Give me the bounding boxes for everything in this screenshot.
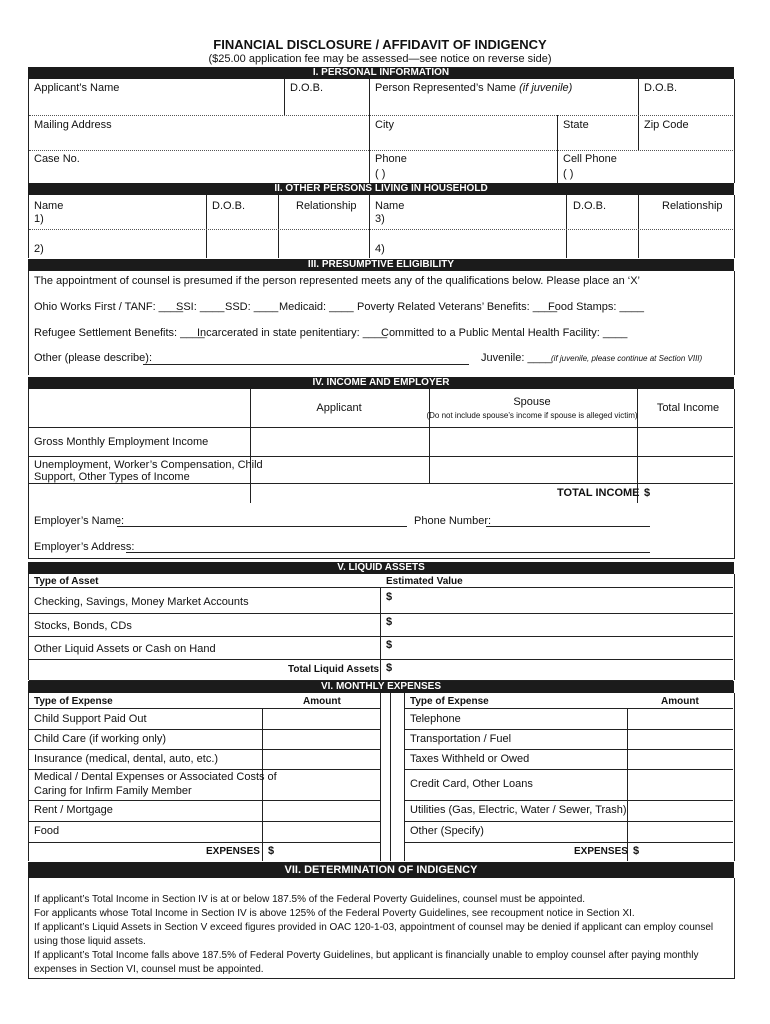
expense-transportation: Transportation / Fuel <box>410 733 512 745</box>
gross-income-label: Gross Monthly Employment Income <box>34 436 209 448</box>
asset-row-other: Other Liquid Assets or Cash on Hand <box>34 643 216 655</box>
gross-spouse-field[interactable] <box>430 428 636 455</box>
expenses-dollar-right: $ <box>633 845 640 857</box>
income-spouse-note: (Do not include spouse’s income if spouse is alleged victim) <box>426 411 638 420</box>
total-income-label: TOTAL INCOME <box>557 487 640 499</box>
eligibility-ssi[interactable]: SSI: ____ <box>176 301 225 313</box>
eligibility-intro: The appointment of counsel is presumed if the person represented meets any of the qualifications below. Please place an ‘X’ <box>34 275 640 287</box>
gross-applicant-field[interactable] <box>251 428 428 455</box>
expense-other: Other (Specify) <box>410 825 484 837</box>
household-name-4-field[interactable] <box>389 236 564 256</box>
eligibility-medicaid[interactable]: Medicaid: ____ <box>279 301 354 313</box>
expense-amount-header-right: Amount <box>661 696 699 707</box>
asset-checking-field[interactable] <box>396 588 732 612</box>
household-row-2: 2) <box>34 243 44 255</box>
expense-taxes: Taxes Withheld or Owed <box>410 753 530 765</box>
asset-row-stocks: Stocks, Bonds, CDs <box>34 620 132 632</box>
asset-dollar-total: $ <box>386 662 393 674</box>
expenses-total-right-field[interactable] <box>641 843 732 860</box>
expense-insurance: Insurance (medical, dental, auto, etc.) <box>34 753 219 765</box>
total-income-field[interactable] <box>652 484 732 502</box>
person-represented-field[interactable] <box>370 93 637 114</box>
employer-phone-label: Phone Number: <box>414 515 492 527</box>
phone-label: Phone <box>375 153 407 165</box>
section-1-header: I. PERSONAL INFORMATION <box>28 67 734 79</box>
household-name-3-field[interactable] <box>389 209 564 227</box>
section-7-header: VII. DETERMINATION OF INDIGENCY <box>28 862 734 878</box>
city-field[interactable] <box>370 131 556 149</box>
asset-row-checking: Checking, Savings, Money Market Accounts <box>34 596 249 608</box>
other-income-total-field[interactable] <box>638 457 732 482</box>
person-represented-label: Person Represented’s Name (if juvenile) <box>375 82 573 94</box>
amount-medical-field[interactable] <box>263 770 379 799</box>
section-4-header: IV. INCOME AND EMPLOYER <box>28 377 734 389</box>
expenses-total-left-field[interactable] <box>276 843 379 860</box>
dob2-label: D.O.B. <box>644 82 678 94</box>
eligibility-veterans[interactable]: Poverty Related Veterans’ Benefits: ____ <box>357 301 558 313</box>
expenses-dollar-left: $ <box>268 845 275 857</box>
state-field[interactable] <box>558 131 637 149</box>
determination-line-1: If applicant’s Total Income in Section IV is at or below 187.5% of the Federal Poverty Guidelines, counsel must be appointed. <box>34 894 586 905</box>
household-row-1: 1) <box>34 213 44 225</box>
asset-dollar-3: $ <box>386 639 393 651</box>
case-no-label: Case No. <box>34 153 80 165</box>
employer-name-field[interactable] <box>117 526 407 527</box>
amount-telephone-field[interactable] <box>628 709 732 728</box>
section-2-header: II. OTHER PERSONS LIVING IN HOUSEHOLD <box>28 183 734 195</box>
income-applicant-header: Applicant <box>316 402 362 414</box>
household-name-label: Name <box>34 200 64 212</box>
applicants-name-label: Applicant’s Name <box>34 82 120 94</box>
dob-field[interactable] <box>285 93 368 114</box>
expense-medical-2: Caring for Infirm Family Member <box>34 785 192 797</box>
form-subtitle: ($25.00 application fee may be assessed—see notice on reverse side) <box>208 53 552 65</box>
cell-phone-field[interactable]: ( ) <box>563 168 574 180</box>
expense-child-support: Child Support Paid Out <box>34 713 147 725</box>
other-income-label-2: Support, Other Types of Income <box>34 471 190 483</box>
gross-total-field[interactable] <box>638 428 732 455</box>
asset-value-header: Estimated Value <box>386 576 463 587</box>
zip-label: Zip Code <box>644 119 689 131</box>
cell-phone-label: Cell Phone <box>563 153 617 165</box>
city-label: City <box>375 119 394 131</box>
employer-address-field[interactable] <box>126 552 650 553</box>
eligibility-ssd[interactable]: SSD: ____ <box>225 301 279 313</box>
total-liquid-assets-label: Total Liquid Assets <box>288 664 380 675</box>
expense-type-header-left: Type of Expense <box>34 696 113 707</box>
expenses-total-label-right: EXPENSES <box>574 846 628 857</box>
eligibility-tanf[interactable]: Ohio Works First / TANF: ____ <box>34 301 184 313</box>
asset-type-header: Type of Asset <box>34 576 99 587</box>
mailing-address-label: Mailing Address <box>34 119 112 131</box>
determination-line-2: For applicants whose Total Income in Section IV is above 125% of the Federal Poverty Guidelines, see recoupment notice in Section XI. <box>34 908 635 919</box>
section-5-header: V. LIQUID ASSETS <box>28 562 734 574</box>
household-relationship-label: Relationship <box>296 200 357 212</box>
section-3-header: III. PRESUMPTIVE ELIGIBILITY <box>28 259 734 271</box>
eligibility-juvenile[interactable]: Juvenile: ____ <box>481 352 552 364</box>
determination-line-6: expenses in Section VI, counsel must be appointed. <box>34 964 264 975</box>
other-income-spouse-field[interactable] <box>430 457 636 482</box>
asset-dollar-1: $ <box>386 591 393 603</box>
eligibility-refugee[interactable]: Refugee Settlement Benefits: ____ <box>34 327 205 339</box>
employer-name-label: Employer’s Name: <box>34 515 125 527</box>
household-name-1-field[interactable] <box>48 209 204 227</box>
amount-credit-card-field[interactable] <box>628 770 732 799</box>
zip-field[interactable] <box>639 131 732 149</box>
expense-type-header-right: Type of Expense <box>410 696 489 707</box>
asset-total-field[interactable] <box>396 660 732 679</box>
household-dob2-label: D.O.B. <box>573 200 607 212</box>
asset-other-field[interactable] <box>396 637 732 658</box>
asset-dollar-2: $ <box>386 616 393 628</box>
eligibility-other-label: Other (please describe): <box>34 352 152 364</box>
amount-food-field[interactable] <box>263 822 379 841</box>
eligibility-incarcerated[interactable]: Incarcerated in state penitentiary: ____ <box>197 327 388 339</box>
amount-child-support-field[interactable] <box>263 709 379 728</box>
expenses-total-label-left: EXPENSES <box>206 846 260 857</box>
eligibility-food-stamps[interactable]: Food Stamps: ____ <box>548 301 645 313</box>
asset-stocks-field[interactable] <box>396 614 732 635</box>
amount-insurance-field[interactable] <box>263 750 379 768</box>
employer-phone-field[interactable] <box>486 526 650 527</box>
eligibility-juvenile-note: (if juvenile, please continue at Section VIII) <box>551 354 703 363</box>
section-6-header: VI. MONTHLY EXPENSES <box>28 681 734 693</box>
other-income-applicant-field[interactable] <box>251 457 428 482</box>
determination-line-3: If applicant’s Liquid Assets in Section V exceed figures provided in OAC 120-1-03, appointment of counsel may be denied if applicant can employ counsel <box>34 922 714 933</box>
income-spouse-header: Spouse <box>513 396 551 408</box>
total-income-dollar: $ <box>644 487 651 499</box>
determination-line-5: If applicant’s Total Income falls above 187.5% of Federal Poverty Guidelines, but applicant is financially unable to employ counsel after paying monthly <box>34 950 699 961</box>
expense-medical-1: Medical / Dental Expenses or Associated Costs of <box>34 771 277 783</box>
applicants-name-field[interactable] <box>29 93 283 114</box>
expense-amount-header-left: Amount <box>303 696 341 707</box>
eligibility-mental-health[interactable]: Committed to a Public Mental Health Facility: ____ <box>381 327 628 339</box>
dob-label: D.O.B. <box>290 82 324 94</box>
amount-rent-field[interactable] <box>263 801 379 820</box>
income-total-header: Total Income <box>656 402 720 414</box>
case-no-field[interactable] <box>29 165 368 182</box>
household-name-2-field[interactable] <box>48 236 204 256</box>
employer-address-label: Employer’s Address: <box>34 541 135 553</box>
expense-rent: Rent / Mortgage <box>34 804 113 816</box>
expense-child-care: Child Care (if working only) <box>34 733 167 745</box>
phone-field[interactable]: ( ) <box>375 168 386 180</box>
state-label: State <box>563 119 589 131</box>
other-income-label-1: Unemployment, Worker’s Compensation, Child <box>34 459 263 471</box>
amount-other-field[interactable] <box>628 822 732 841</box>
household-row-4: 4) <box>375 243 385 255</box>
amount-utilities-field[interactable] <box>628 801 732 820</box>
household-dob-label: D.O.B. <box>212 200 246 212</box>
household-relationship2-label: Relationship <box>662 200 723 212</box>
dob2-field[interactable] <box>639 93 732 114</box>
expense-food: Food <box>34 825 60 837</box>
household-name2-label: Name <box>375 200 405 212</box>
determination-line-4: using those liquid assets. <box>34 936 146 947</box>
eligibility-other-field[interactable] <box>143 364 469 365</box>
amount-transportation-field[interactable] <box>628 730 732 748</box>
amount-child-care-field[interactable] <box>263 730 379 748</box>
mailing-address-field[interactable] <box>29 131 368 149</box>
expense-utilities: Utilities (Gas, Electric, Water / Sewer, Trash) <box>410 804 627 816</box>
amount-taxes-field[interactable] <box>628 750 732 768</box>
expense-telephone: Telephone <box>410 713 461 725</box>
household-row-3: 3) <box>375 213 385 225</box>
form-title: FINANCIAL DISCLOSURE / AFFIDAVIT OF INDIGENCY <box>213 37 547 52</box>
expense-credit-card: Credit Card, Other Loans <box>410 778 533 790</box>
